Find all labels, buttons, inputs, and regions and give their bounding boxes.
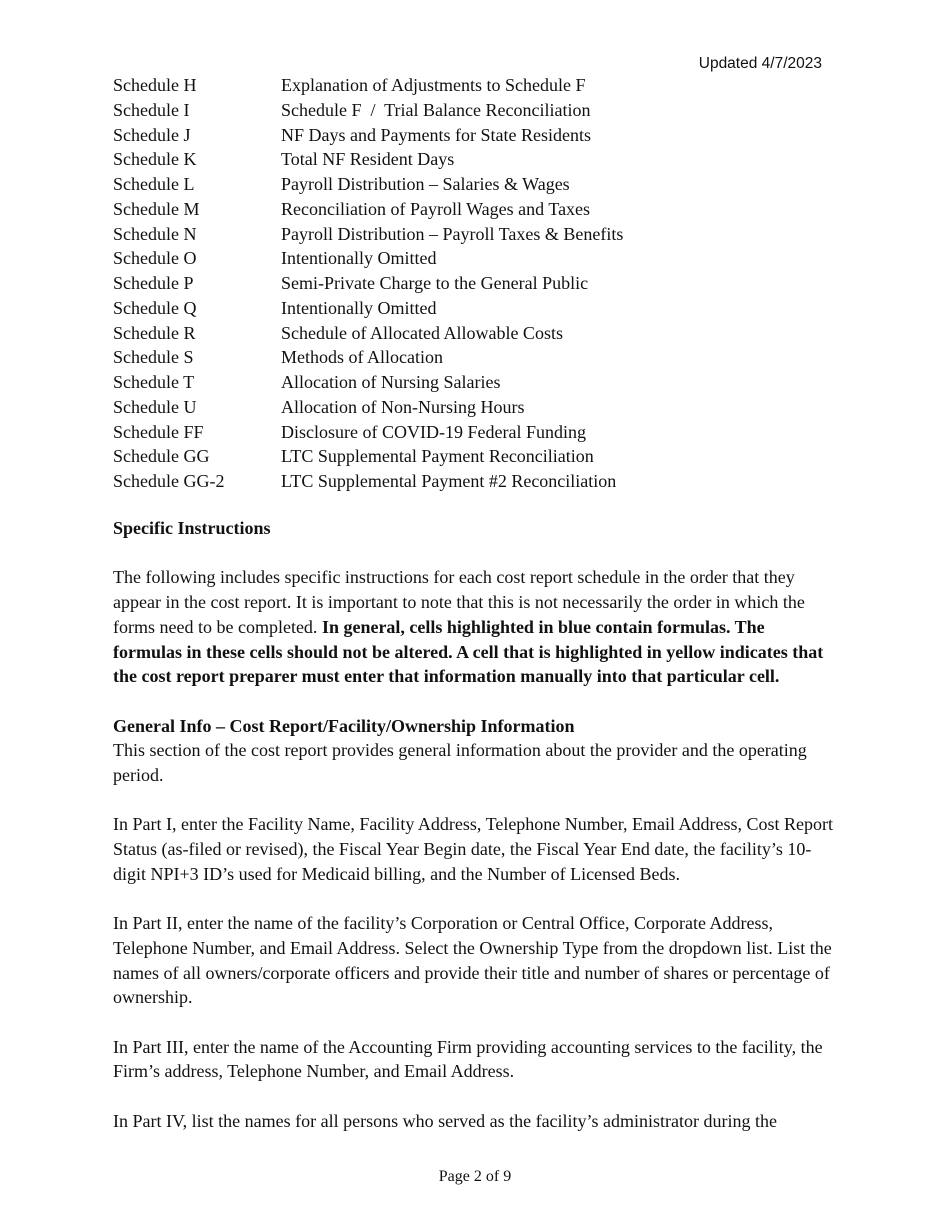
schedule-code: Schedule I bbox=[113, 99, 190, 120]
page-number: Page 2 of 9 bbox=[438, 1168, 512, 1185]
general-info-heading: General Info – Cost Report/Facility/Ownership Information bbox=[113, 715, 575, 736]
schedule-code: Schedule L bbox=[113, 174, 195, 194]
schedule-code: Schedule T bbox=[113, 372, 195, 392]
schedule-row bbox=[113, 73, 623, 98]
schedule-row bbox=[113, 197, 623, 222]
schedule-row bbox=[113, 444, 623, 469]
schedule-description: Reconciliation of Payroll Wages and Taxes bbox=[281, 198, 591, 219]
schedule-description: NF Days and Payments for State Residents bbox=[281, 124, 591, 145]
schedule-code: Schedule N bbox=[113, 223, 197, 244]
schedule-row bbox=[113, 172, 623, 197]
schedule-list bbox=[113, 73, 623, 494]
specific-instructions-paragraph bbox=[113, 565, 838, 689]
schedule-description: Explanation of Adjustments to Schedule F bbox=[281, 75, 586, 95]
schedule-row bbox=[113, 271, 623, 296]
schedule-row bbox=[113, 296, 623, 321]
intro-bold-text: In general, cells highlighted in blue contain formulas. The formulas in these cells should not be altered. A cell that is highlighted in yellow indicates that the cost report preparer must enter that information manually into that particular cell. bbox=[113, 616, 824, 687]
schedule-code: Schedule S bbox=[113, 347, 194, 368]
schedule-code: Schedule GG bbox=[113, 446, 210, 467]
part-1-paragraph: In Part I, enter the Facility Name, Facility Address, Telephone Number, Email Address, Cost Report Status (as-filed or revised), the Fiscal Year Begin date, the Fiscal Year End date, the facility’s 10-digit NPI+3 ID’s used for Medicaid billing, and the Number of Licensed Beds. bbox=[113, 814, 834, 884]
schedule-description: Payroll Distribution – Salaries & Wages bbox=[281, 174, 570, 194]
schedule-code: Schedule GG-2 bbox=[113, 471, 225, 491]
specific-instructions-heading: Specific Instructions bbox=[113, 518, 271, 538]
schedule-code: Schedule M bbox=[113, 198, 200, 219]
schedule-description: Payroll Distribution – Payroll Taxes & Benefits bbox=[281, 223, 624, 244]
schedule-code: Schedule H bbox=[113, 75, 197, 95]
schedule-code: Schedule J bbox=[113, 124, 191, 145]
schedule-row bbox=[113, 222, 623, 247]
instructions-body bbox=[113, 516, 838, 1158]
schedule-description: LTC Supplemental Payment #2 Reconciliation bbox=[281, 471, 617, 491]
schedule-row bbox=[113, 123, 623, 148]
intro-text: The following includes specific instructions for each cost report schedule in the order that they appear in the cost report. It is important to note that this is not necessarily the order in which the forms need to be completed. bbox=[113, 567, 805, 637]
schedule-code: Schedule U bbox=[113, 396, 197, 417]
schedule-row bbox=[113, 395, 623, 420]
schedule-row bbox=[113, 98, 623, 123]
schedule-description: LTC Supplemental Payment Reconciliation bbox=[281, 446, 594, 467]
schedule-code: Schedule O bbox=[113, 248, 197, 269]
schedule-row bbox=[113, 370, 623, 395]
schedule-description: Intentionally Omitted bbox=[281, 248, 437, 269]
updated-date: Updated 4/7/2023 bbox=[698, 55, 822, 72]
schedule-code: Schedule FF bbox=[113, 421, 204, 442]
schedule-description: Methods of Allocation bbox=[281, 347, 443, 368]
schedule-row bbox=[113, 469, 623, 494]
schedule-description: Allocation of Nursing Salaries bbox=[281, 372, 501, 392]
schedule-code: Schedule P bbox=[113, 273, 194, 293]
schedule-row bbox=[113, 321, 623, 346]
part-4-paragraph: In Part IV, list the names for all persons who served as the facility’s administrator during the bbox=[113, 1110, 778, 1131]
schedule-description: Disclosure of COVID-19 Federal Funding bbox=[281, 421, 586, 442]
schedule-row bbox=[113, 246, 623, 271]
schedule-description: Allocation of Non-Nursing Hours bbox=[281, 396, 525, 417]
schedule-description: Schedule F / Trial Balance Reconciliation bbox=[281, 99, 591, 120]
schedule-row bbox=[113, 420, 623, 445]
schedule-description: Schedule of Allocated Allowable Costs bbox=[281, 322, 563, 343]
schedule-description: Semi-Private Charge to the General Public bbox=[281, 273, 589, 293]
schedule-code: Schedule R bbox=[113, 322, 196, 343]
schedule-row bbox=[113, 147, 623, 172]
schedule-code: Schedule K bbox=[113, 149, 197, 170]
part-2-paragraph: In Part II, enter the name of the facility’s Corporation or Central Office, Corporate Address, Telephone Number, and Email Address. Select the Ownership Type from the dropdown list. List the names of all owners/corporate officers and provide their title and number of shares or percentage of ownership. bbox=[113, 913, 832, 1008]
schedule-description: Intentionally Omitted bbox=[281, 297, 437, 318]
schedule-description: Total NF Resident Days bbox=[281, 149, 455, 170]
schedule-code: Schedule Q bbox=[113, 297, 197, 318]
part-3-paragraph: In Part III, enter the name of the Accounting Firm providing accounting services to the facility, the Firm’s address, Telephone Number, and Email Address. bbox=[113, 1036, 823, 1082]
schedule-row bbox=[113, 345, 623, 370]
general-info-intro: This section of the cost report provides general information about the provider and the operating period. bbox=[113, 740, 807, 785]
